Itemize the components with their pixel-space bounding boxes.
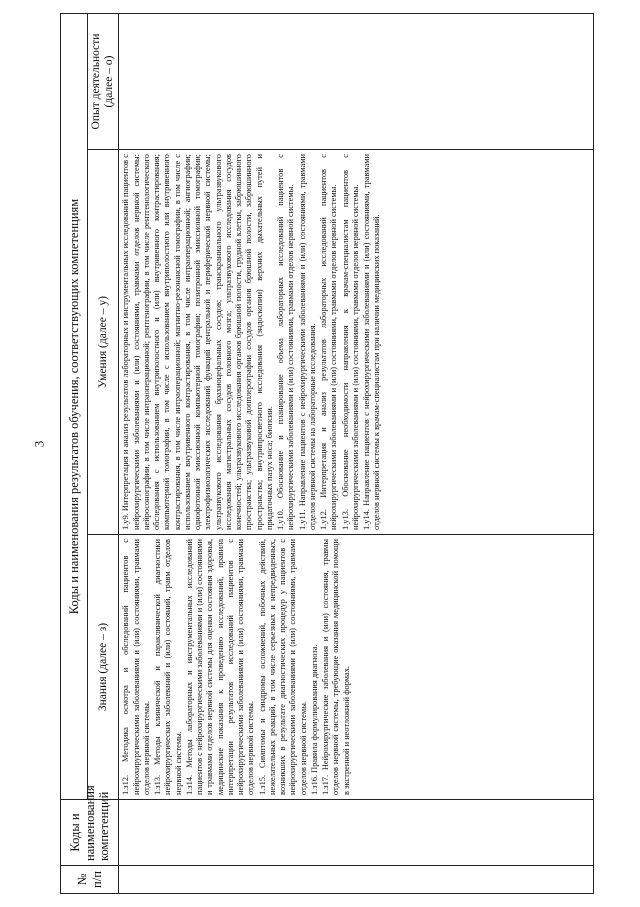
cell-skills xyxy=(119,150,594,535)
cell-codes xyxy=(119,800,594,866)
skill-item: 1.у13. Обоснование необходимости направления к врачам-специалистам пациентов с нейрохирургическими заболеваниями и (или) состояниями, травмами отделов нервной системы. xyxy=(340,154,360,530)
header-knowledge: Знания (далее – з) xyxy=(88,535,119,800)
cell-number xyxy=(119,866,594,894)
knowledge-item: 1.з14. Методы лабораторных и инструментальных исследований пациентов с нейрохирургическими заболеваниями и (или) состояниями и травмами отделов нервной системы для оценки состояния здоровья, медицинские показания к проведению исследований, правила интерпретации результатов исследований пациентов с нейрохирургическими заболеваниями и (или) состояниями, травмами отделов нервной системы. xyxy=(184,539,256,795)
table-row xyxy=(119,14,594,894)
header-number: № п/п xyxy=(61,866,119,894)
skill-item: 1.у14. Направление пациентов с нейрохирургическими заболеваниями и (или) состояниями, травмами отделов нервной системы к врачам-специалистам при наличии медицинских показаний. xyxy=(362,154,382,530)
skill-item: 1.у9. Интерпретация и анализ результатов лабораторных и инструментальных исследований пациентов с нейрохирургическими заболеваниями и (или) состояниями, травмами отделов нервной системы: нейросонографии, в том числе интраоперационной; рентгенографии, в том числе рентгенологического обследования с использованием внутриполостного и (или) внутривенного контрастирования; компьютерной томографии, в том числе с использованием внутриполостного или внутривенного контрастирования, в том числе интраоперационной; магнитно-резонансной томографии, в том числе с использованием внутривенного контрастирования, в том числе интраоперационной; ангиографии; однофотонной эмиссионной компьютерной томографии; позитронной эмиссионной томографии; электрофизиологических исследований функций центральной и периферической нервной системы; ультразвукового исследования брахиоцефальных сосудов; транскраниального ультразвукового исследования магистральных сосудов головного мозга; ультразвукового исследования сосудов конечностей; ультразвукового исследования органов брюшной полости, грудной клетки, забрюшинного пространства; ультразвуковой допплерографии сосудов органов брюшной полости, забрюшинного пространства; внутрипросветного исследования (эндоскопии) верхних дыхательных путей и придаточных пазух носа; биопсии. xyxy=(121,154,274,530)
knowledge-item: 1.з15. Симптомы и синдромы осложнений, побочных действий, нежелательных реакций, в том числе серьезных и непредвиденных, возникших в результате диагностических процедур у пациентов с нейрохирургическими заболеваниями и (или) состояниями, травмами отделов нервной системы. xyxy=(257,539,308,795)
competency-table-sheet xyxy=(60,14,630,894)
cell-experience xyxy=(119,14,594,150)
cell-knowledge xyxy=(119,535,594,800)
competency-table xyxy=(60,13,594,894)
header-group-title: Коды и наименования результатов обучения, соответствующих компетенциям xyxy=(61,14,88,800)
header-skills: Умения (далее – у) xyxy=(88,150,119,535)
header-experience: Опыт деятельности (далее – о) xyxy=(88,14,119,150)
skill-item: 1.у11. Направление пациентов с нейрохирургическими заболеваниями и (или) состояниями, травмами отделов нервной системы на лабораторные исследования. xyxy=(297,154,317,530)
header-codes: Коды и наименования компетенций xyxy=(61,800,119,866)
knowledge-item: 1.з13. Методы клинической и параклинической диагностики нейрохирургических заболеваний и (или) состояний, травм отделов нервной системы. xyxy=(153,539,183,795)
knowledge-item: 1.з16. Правила формулирования диагноза. xyxy=(309,644,319,795)
page-number: 3 xyxy=(31,440,47,448)
knowledge-item: 1.з12. Методика осмотра и обследований пациентов с нейрохирургическими заболеваниями и (или) состояниями, травмами отделов нервной системы. xyxy=(121,539,151,795)
skill-item: 1.у10. Обоснование и планирование объема лабораторных исследований пациентов с нейрохирургическими заболеваниями и (или) состояниями, травмами отделов нервной системы. xyxy=(276,154,296,530)
knowledge-item: 1.з17. Нейрохирургические заболевания и (или) состояния, травмы отделов нервной системы, требующие оказания медицинской помощи в экстренной и неотложной формах. xyxy=(321,539,351,795)
skill-item: 1.у12. Интерпретация и анализ результатов лабораторных исследований пациентов с нейрохирургическими заболеваниями и (или) состояниями, травмами отделов нервной системы. xyxy=(319,154,339,530)
